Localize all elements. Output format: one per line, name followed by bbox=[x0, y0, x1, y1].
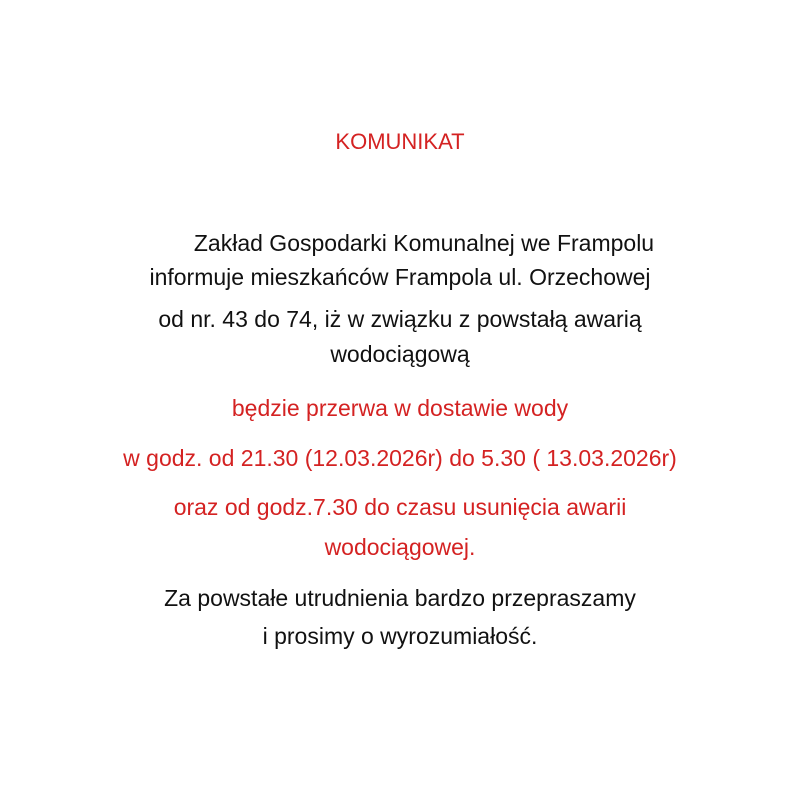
highlight-line-1: będzie przerwa w dostawie wody bbox=[231, 395, 569, 421]
intro-line-1: Zakład Gospodarki Komunalnej we Frampolu bbox=[193, 230, 655, 256]
closing-line-1: Za powstałe utrudnienia bardzo przepraszamy bbox=[164, 585, 636, 611]
intro-line-2: informuje mieszkańców Frampola ul. Orzechowej bbox=[149, 264, 651, 290]
intro-line-4: wodociągową bbox=[330, 341, 470, 367]
intro-line-3: od nr. 43 do 74, iż w związku z powstałą awarią bbox=[158, 306, 642, 332]
notice-title: KOMUNIKAT bbox=[335, 129, 465, 154]
closing-line-2: i prosimy o wyrozumiałość. bbox=[262, 623, 538, 649]
highlight-line-4: wodociągowej. bbox=[324, 534, 476, 560]
highlight-line-3: oraz od godz.7.30 do czasu usunięcia awarii bbox=[173, 494, 627, 520]
highlight-line-2: w godz. od 21.30 (12.03.2026r) do 5.30 ( 13.03.2026r) bbox=[123, 445, 677, 471]
